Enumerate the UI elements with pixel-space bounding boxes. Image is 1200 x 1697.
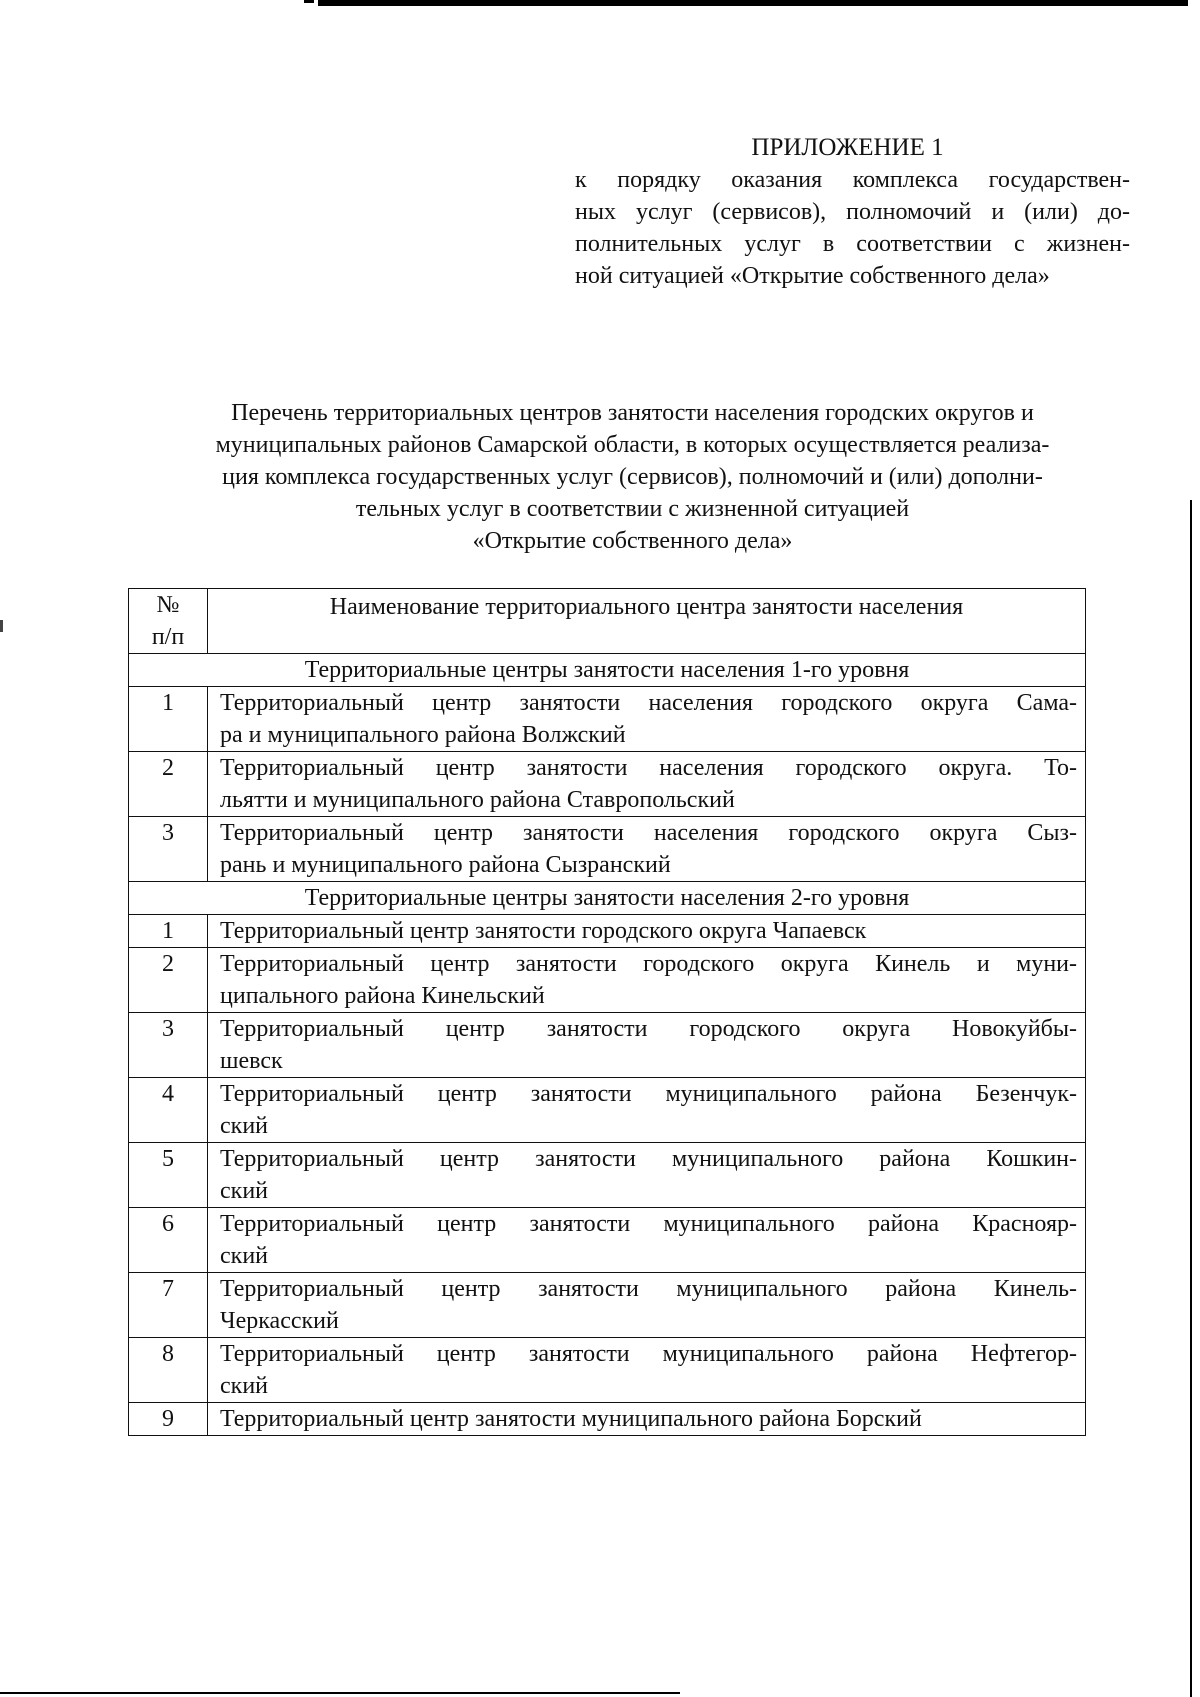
center-name (208, 915, 1086, 948)
center-name-line: ский (220, 1178, 268, 1204)
header-num-abbr: п/п (151, 624, 185, 650)
scan-artifact-top-bar (318, 0, 1188, 6)
list-title (145, 397, 1120, 557)
level-row (129, 882, 1086, 915)
center-name-line: Территориальный центр занятости муниципального района Безенчук- (220, 1081, 1077, 1107)
list-title-line: тельных услуг в соответствии с жизненной ситуацией (355, 496, 910, 522)
center-name-line: Территориальный центр занятости городского округа Новокуйбы- (220, 1016, 1077, 1042)
center-name-line: ский (220, 1373, 268, 1399)
centers-table (128, 588, 1086, 1436)
appendix-title: ПРИЛОЖЕНИЕ 1 (751, 134, 944, 161)
center-name-line: Территориальный центр занятости населения городского округа. То- (220, 755, 1077, 781)
scan-artifact-bottom-edge (0, 1692, 680, 1694)
row-number: 6 (129, 1208, 208, 1273)
row-number: 1 (129, 687, 208, 752)
center-name (208, 687, 1086, 752)
table-row (129, 1013, 1086, 1078)
table-row (129, 915, 1086, 948)
center-name-line: ципального района Кинельский (220, 983, 545, 1009)
center-name-line: ский (220, 1243, 268, 1269)
row-number: 3 (129, 817, 208, 882)
row-number: 5 (129, 1143, 208, 1208)
appendix-header (540, 132, 1130, 292)
center-name (208, 1078, 1086, 1143)
center-name-line: Территориальный центр занятости населения городского округа Сама- (220, 690, 1077, 716)
table-row (129, 1078, 1086, 1143)
row-number: 7 (129, 1273, 208, 1338)
center-name-line: ский (220, 1113, 268, 1139)
center-name (208, 1338, 1086, 1403)
header-num-symbol: № (156, 592, 180, 618)
appendix-line: полнительных услуг в соответствии с жизнен- (575, 231, 1130, 257)
row-number: 2 (129, 948, 208, 1013)
center-name (208, 1403, 1086, 1436)
table-row (129, 948, 1086, 1013)
row-number: 1 (129, 915, 208, 948)
center-name-line: Территориальный центр занятости городского округа Чапаевск (220, 918, 867, 944)
center-name-line: Территориальный центр занятости городского округа Кинель и муни- (220, 951, 1077, 977)
table-row (129, 687, 1086, 752)
center-name (208, 1013, 1086, 1078)
list-title-line: муниципальных районов Самарской области, в которых осуществляется реализа- (215, 432, 1050, 458)
list-title-line: Перечень территориальных центров занятости населения городских округов и (231, 400, 1034, 426)
table-row (129, 1143, 1086, 1208)
center-name-line: Территориальный центр занятости муниципального района Краснояр- (220, 1211, 1077, 1237)
list-title-line: ция комплекса государственных услуг (сервисов), полномочий и (или) дополни- (222, 464, 1043, 490)
appendix-line: ной ситуацией «Открытие собственного дела» (575, 263, 1050, 289)
table-row (129, 817, 1086, 882)
center-name-line: Территориальный центр занятости муниципального района Кинель- (220, 1276, 1077, 1302)
center-name-line: Территориальный центр занятости муниципального района Нефтегор- (220, 1341, 1077, 1367)
level-row (129, 654, 1086, 687)
center-name-line: Территориальный центр занятости населения городского округа Сыз- (220, 820, 1077, 846)
center-name-line: льятти и муниципального района Ставропольский (220, 787, 735, 813)
row-number: 2 (129, 752, 208, 817)
center-name-line: Территориальный центр занятости муниципального района Кошкин- (220, 1146, 1077, 1172)
row-number: 4 (129, 1078, 208, 1143)
header-name-text: Наименование территориального центра занятости населения (329, 594, 964, 620)
table-row (129, 1208, 1086, 1273)
row-number: 8 (129, 1338, 208, 1403)
center-name (208, 1208, 1086, 1273)
list-title-line: «Открытие собственного дела» (472, 528, 793, 554)
level-title: Территориальные центры занятости населения 1-го уровня (129, 654, 1086, 687)
center-name-line: Территориальный центр занятости муниципального района Борский (220, 1406, 922, 1432)
center-name-line: Черкасский (220, 1308, 339, 1334)
row-number: 3 (129, 1013, 208, 1078)
center-name-line: шевск (220, 1048, 283, 1074)
header-name (208, 589, 1086, 654)
header-num (129, 589, 208, 654)
appendix-line: к порядку оказания комплекса государствен- (575, 167, 1130, 193)
center-name (208, 817, 1086, 882)
center-name (208, 752, 1086, 817)
center-name (208, 1143, 1086, 1208)
appendix-line: ных услуг (сервисов), полномочий и (или) до- (575, 199, 1130, 225)
level-title: Территориальные центры занятости населения 2-го уровня (129, 882, 1086, 915)
scan-artifact-right-edge (1190, 500, 1192, 1697)
center-name-line: ра и муниципального района Волжский (220, 722, 626, 748)
scan-artifact-left-mark (0, 620, 3, 632)
table-row (129, 1338, 1086, 1403)
center-name-line: рань и муниципального района Сызранский (220, 852, 671, 878)
table-row (129, 1403, 1086, 1436)
scan-artifact-tick (304, 0, 314, 3)
table-header-row (129, 589, 1086, 654)
center-name (208, 948, 1086, 1013)
appendix-text (575, 164, 1130, 292)
table-row (129, 1273, 1086, 1338)
row-number: 9 (129, 1403, 208, 1436)
center-name (208, 1273, 1086, 1338)
table-row (129, 752, 1086, 817)
